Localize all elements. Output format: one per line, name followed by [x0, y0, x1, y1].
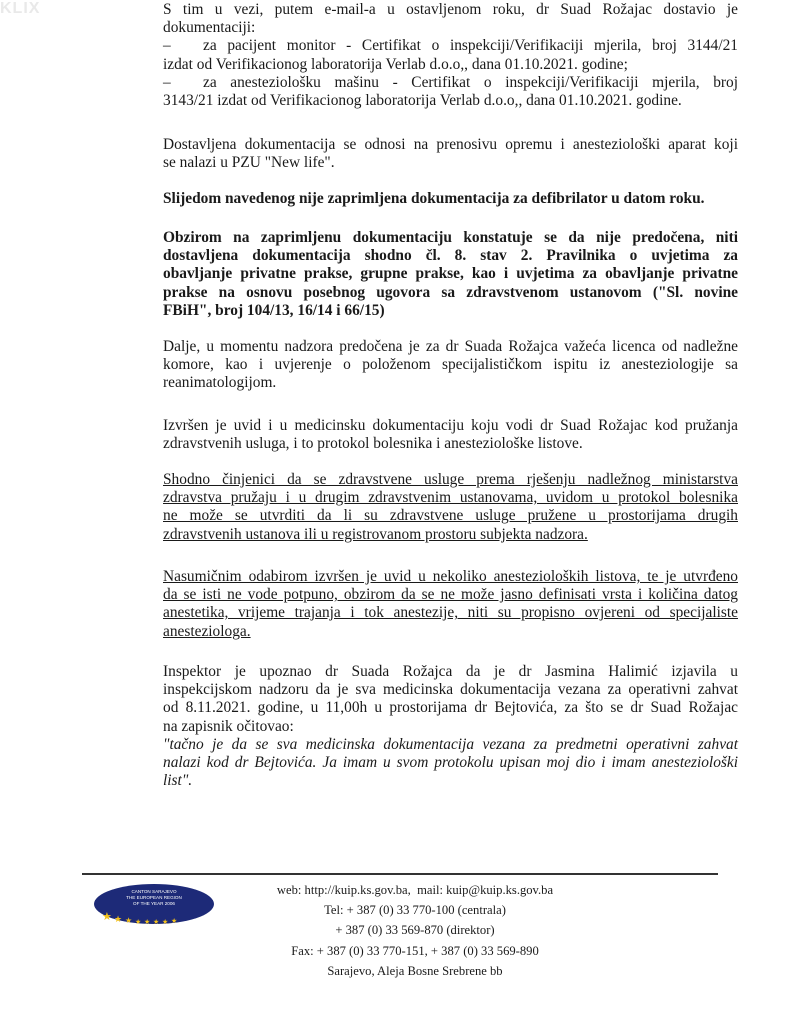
logo-text-line: OF THE YEAR 2006 — [133, 901, 175, 906]
text-line: od 8.11.2021. godine, u 11,00h u prostorijama dr Bejtovića, za što se dr Suad Rožajac — [163, 699, 738, 717]
list-item-anesthesia-machine: – za anesteziološku mašinu - Certifikat o inspekciji/Verifikaciji mjerila, broj — [163, 73, 738, 91]
footer-contacts — [235, 880, 595, 981]
paragraph-defibrillator — [163, 190, 738, 208]
text-line: Shodno činjenici da se zdravstvene usluge prema rješenju nadležnog ministarstva — [163, 471, 738, 488]
text-line: dokumentaciji: — [163, 19, 256, 37]
footer-fax: Fax: + 387 (0) 33 770-151, + 387 (0) 33 569-890 — [291, 943, 539, 958]
watermark: KLIX — [0, 0, 41, 17]
text-line: FBiH", broj 104/13, 16/14 i 66/15) — [163, 301, 385, 319]
paragraph-anesthesia-lists-underlined — [163, 568, 738, 641]
list-item-monitor: – za pacijent monitor - Certifikat o inspekciji/Verifikaciji mjerila, broj 3144/21 — [163, 37, 738, 55]
svg-text:★: ★ — [102, 910, 112, 923]
text-line: Dostavljena dokumentacija se odnosi na prenosivu opremu i anesteziološki aparat koji — [163, 136, 738, 153]
footer-mail: mail: kuip@kuip.ks.gov.ba — [417, 883, 554, 897]
footer-address: Sarajevo, Aleja Bosne Srebrene bb — [327, 963, 503, 978]
svg-text:★: ★ — [135, 918, 142, 926]
text-line: obavljanje privatne prakse, grupne prakse, kao i uvjetima za obavljanje privatne — [163, 265, 738, 283]
svg-text:★: ★ — [114, 915, 123, 925]
quote-line: "tačno je da se sva medicinska dokumentacija vezana za predmetni operativni zahvat — [163, 735, 738, 753]
text-line: anesteziologa. — [163, 622, 251, 640]
text-line: Nasumičnim odabirom izvršen je uvid u nekoliko anestezioloških listova, te je utvrđeno — [163, 568, 738, 585]
canton-sarajevo-logo — [92, 882, 216, 926]
svg-text:★: ★ — [144, 918, 151, 926]
text-line: prakse na osnovu posebnog ugovora sa zdravstvenom ustanovom ("Sl. novine — [163, 283, 738, 301]
logo-text-line: THE EUROPEAN REGION — [126, 895, 182, 900]
text-line: Obzirom na zaprimljenu dokumentaciju konstatuje se da nije predočena, niti — [163, 229, 738, 246]
text-line: Inspektor je upoznao dr Suada Rožajca da je dr Jasmina Halimić izjavila u — [163, 663, 738, 680]
text-line: inspekcijskom nadzoru da je sva medicinska dokumentacija vezana za operativni zahvat — [163, 681, 738, 699]
text-line: Izvršen je uvid i u medicinsku dokumentaciju koju vodi dr Suad Rožajac kod pružanja — [163, 417, 738, 434]
text-line: anestetika, vrijeme trajanja i tok anestezije, niti su propisno ovjereni od specijaliste — [163, 604, 738, 622]
text-line: izdat od Verifikacionog laboratorija Verlab d.o.o,, dana 01.10.2021. godine; — [163, 55, 628, 73]
text-line: Dalje, u momentu nadzora predočena je za dr Suada Rožajca važeća licenca od nadležne — [163, 338, 738, 355]
svg-text:★: ★ — [162, 918, 169, 926]
quote-line: nalazi kod dr Bejtovića. Ja imam u svom protokolu upisan moj dio i imam anesteziološki — [163, 754, 738, 772]
paragraph-protocol-underlined — [163, 471, 738, 544]
svg-text:★: ★ — [125, 916, 133, 925]
text-line: S tim u vezi, putem e-mail-a u ostavljenom roku, dr Suad Rožajac dostavio je — [163, 1, 738, 18]
footer-tel-central: Tel: + 387 (0) 33 770-100 (centrala) — [324, 903, 506, 918]
footer-divider — [82, 873, 718, 875]
text-line: zdravstvenih usluga, i to protokol bolesnika i anesteziološke listove. — [163, 435, 583, 453]
logo-text-line: CANTON SARAJEVO — [131, 889, 177, 894]
text-line: komore, kao i uvjerenje o položenom specijalističkom ispitu iz anesteziologije sa — [163, 356, 738, 374]
text-line: da se isti ne vode potpuno, obzirom da se ne može jasno definisati vrsta i količina datog — [163, 586, 738, 604]
quote-line: list". — [163, 772, 193, 790]
footer-web: web: http://kuip.ks.gov.ba, — [276, 883, 411, 897]
text-line: ne može se utvrditi da li su zdravstvene usluge pružene u prostorijama drugih — [163, 507, 738, 525]
text-line: dostavljena dokumentacija shodno čl. 8. stav 2. Pravilnika o uvjetima za — [163, 247, 738, 265]
paragraph-statement — [163, 663, 738, 790]
text-line: Slijedom navedenog nije zaprimljena dokumentacija za defibrilator u datom roku. — [163, 190, 705, 207]
text-line: 3143/21 izdat od Verifikacionog laboratorija Verlab d.o.o,, dana 01.10.2021. godine. — [163, 92, 682, 110]
text-line: reanimatologijom. — [163, 374, 277, 392]
paragraph-equipment — [163, 136, 738, 172]
svg-text:★: ★ — [153, 918, 160, 926]
footer-tel-director: + 387 (0) 33 569-870 (direktor) — [335, 923, 495, 938]
text-line: zdravstva pružaju i u drugim zdravstvenim ustanovama, uvidom u protokol bolesnika — [163, 489, 738, 507]
paragraph-regulation — [163, 229, 738, 320]
text-line: se nalazi u PZU "New life". — [163, 154, 335, 172]
svg-text:★: ★ — [171, 917, 178, 925]
paragraph-medical-records — [163, 417, 738, 453]
footer-web-mail — [235, 880, 595, 900]
paragraph-license — [163, 338, 738, 393]
text-line: na zapisnik očitovao: — [163, 717, 294, 735]
text-line: zdravstvenih ustanova ili u registrovanom prostoru subjekta nadzora. — [163, 525, 588, 543]
paragraph-documentation-list — [163, 1, 738, 110]
